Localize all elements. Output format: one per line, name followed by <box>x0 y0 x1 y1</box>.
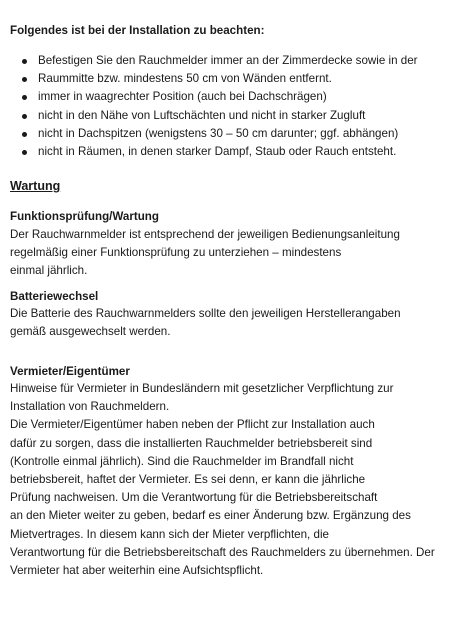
paragraph-line: Mietvertrages. In diesem kann sich der Mieter verpflichten, die <box>10 527 329 541</box>
paragraph-line: Der Rauchwarnmelder ist entsprechend der jeweiligen Bedienungsanleitung <box>10 228 400 241</box>
funktionspruefung-heading: Funktionsprüfung/Wartung <box>10 210 159 223</box>
paragraph-line: dafür zu sorgen, dass die installierten Rauchmelder betriebsbereit sind <box>10 436 373 450</box>
bullet-icon <box>22 77 27 82</box>
paragraph-line: betriebsbereit, haftet der Vermieter. Es sei denn, er kann die jährliche <box>10 472 366 486</box>
installation-heading: Folgendes ist bei der Installation zu beachten: <box>10 24 265 37</box>
installation-bullet-list <box>10 52 460 161</box>
list-item-text: nicht in Räumen, in denen starker Dampf, Staub oder Rauch entsteht. <box>38 144 397 158</box>
paragraph-line: regelmäßig einer Funktionsprüfung zu unterziehen – mindestens <box>10 246 342 260</box>
paragraph-line: Installation von Rauchmeldern. <box>10 400 170 414</box>
vermieter-paragraph <box>10 380 450 580</box>
paragraph-line: Die Batterie des Rauchwarnmelders sollte den jeweiligen Herstellerangaben <box>10 307 401 320</box>
vermieter-heading: Vermieter/Eigentümer <box>10 365 130 378</box>
list-item-text: nicht in Dachspitzen (wenigstens 30 – 50 cm darunter; ggf. abhängen) <box>38 126 399 140</box>
paragraph-line: Vermieter hat aber weiterhin eine Aufsichtspflicht. <box>10 563 264 577</box>
list-item <box>10 143 460 161</box>
paragraph-line: Hinweise für Vermieter in Bundesländern mit gesetzlicher Verpflichtung zur <box>10 382 394 395</box>
list-item-text: Befestigen Sie den Rauchmelder immer an der Zimmerdecke sowie in der <box>38 54 418 67</box>
bullet-icon <box>22 95 27 100</box>
paragraph-line: an den Mieter weiter zu geben, bedarf es einer Änderung bzw. Ergänzung des <box>10 509 411 523</box>
wartung-section-title: Wartung <box>10 179 61 193</box>
list-item <box>10 125 460 143</box>
bullet-icon <box>22 150 27 155</box>
list-item <box>10 107 460 125</box>
list-item-text: nicht in den Nähe von Luftschächten und nicht in starker Zugluft <box>38 108 366 122</box>
paragraph-line: (Kontrolle einmal jährlich). Sind die Rauchmelder im Brandfall nicht <box>10 454 354 468</box>
list-item <box>10 88 460 106</box>
list-item-text: immer in waagrechter Position (auch bei Dachschrägen) <box>38 90 327 104</box>
paragraph-line: gemäß ausgewechselt werden. <box>10 325 171 339</box>
bullet-icon <box>22 132 27 137</box>
list-item <box>10 70 460 88</box>
paragraph-line: Prüfung nachweisen. Um die Verantwortung für die Betriebsbereitschaft <box>10 491 378 505</box>
bullet-icon <box>22 59 27 64</box>
bullet-icon <box>22 114 27 119</box>
paragraph-line: Die Vermieter/Eigentümer haben neben der Pflicht zur Installation auch <box>10 418 375 432</box>
list-item <box>10 52 460 70</box>
paragraph-line: Verantwortung für die Betriebsbereitschaft des Rauchmelders zu übernehmen. Der <box>10 545 435 559</box>
batteriewechsel-heading: Batteriewechsel <box>10 290 99 303</box>
paragraph-line: einmal jährlich. <box>10 264 88 278</box>
list-item-text: Raummitte bzw. mindestens 50 cm von Wänden entfernt. <box>38 72 332 86</box>
funktionspruefung-paragraph <box>10 226 450 281</box>
batteriewechsel-paragraph <box>10 305 450 341</box>
